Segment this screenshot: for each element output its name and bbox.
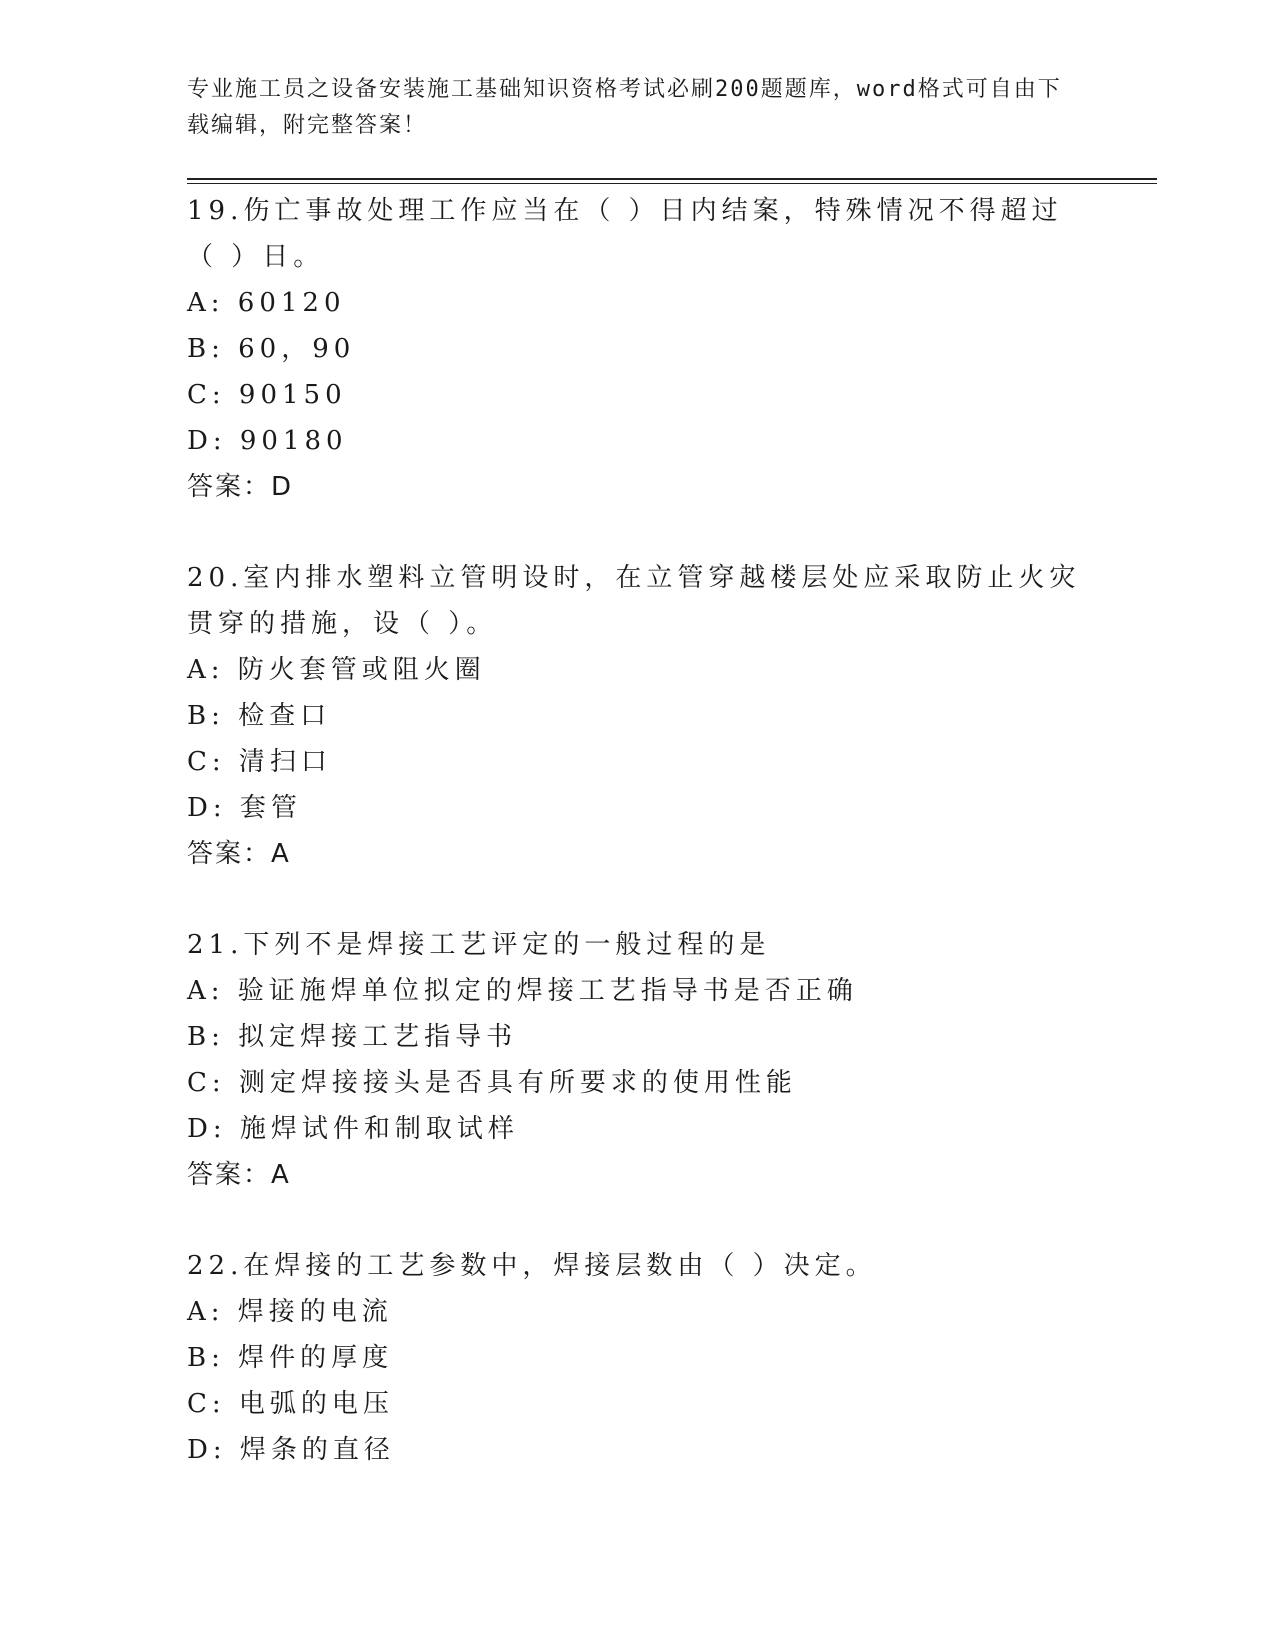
header-divider-thin xyxy=(187,183,1157,184)
option-d: D: 焊条的直径 xyxy=(187,1435,395,1465)
option-b: B: 焊件的厚度 xyxy=(187,1343,394,1373)
option-c: C: 测定焊接接头是否具有所要求的使用性能 xyxy=(187,1068,797,1098)
option-a: A: 验证施焊单位拟定的焊接工艺指导书是否正确 xyxy=(187,976,858,1006)
question-stem: 22.在焊接的工艺参数中，焊接层数由（ ）决定。 xyxy=(187,1251,877,1281)
option-c: C: 清扫口 xyxy=(187,747,332,777)
option-d: D: 套管 xyxy=(187,793,302,823)
answer: 答案：A xyxy=(187,1160,291,1190)
option-a: A: 焊接的电流 xyxy=(187,1297,393,1327)
option-a: A: 防火套管或阻火圈 xyxy=(187,655,486,685)
answer: 答案：D xyxy=(187,472,294,502)
question-19 xyxy=(187,188,1087,510)
option-b: B: 拟定焊接工艺指导书 xyxy=(187,1022,518,1052)
question-stem: 20.室内排水塑料立管明设时，在立管穿越楼层处应采取防止火灾贯穿的措施，设（ ）。 xyxy=(187,563,1081,639)
question-list xyxy=(187,188,1087,1518)
option-a: A: 60120 xyxy=(187,288,346,318)
option-b: B: 检查口 xyxy=(187,701,332,731)
option-b: B: 60，90 xyxy=(187,334,356,364)
question-stem: 19.伤亡事故处理工作应当在（ ）日内结案，特殊情况不得超过（ ）日。 xyxy=(187,196,1063,272)
question-20 xyxy=(187,555,1087,877)
question-22 xyxy=(187,1243,1087,1473)
page-header: 专业施工员之设备安装施工基础知识资格考试必刷200题题库，word格式可自由下载编辑，附完整答案！ xyxy=(187,77,1062,138)
option-c: C: 电弧的电压 xyxy=(187,1389,394,1419)
answer: 答案：A xyxy=(187,839,291,869)
header-divider-thick xyxy=(187,178,1157,180)
option-d: D: 90180 xyxy=(187,426,348,456)
question-21 xyxy=(187,922,1087,1198)
question-stem: 21.下列不是焊接工艺评定的一般过程的是 xyxy=(187,930,771,960)
option-d: D: 施焊试件和制取试样 xyxy=(187,1114,519,1144)
option-c: C: 90150 xyxy=(187,380,347,410)
